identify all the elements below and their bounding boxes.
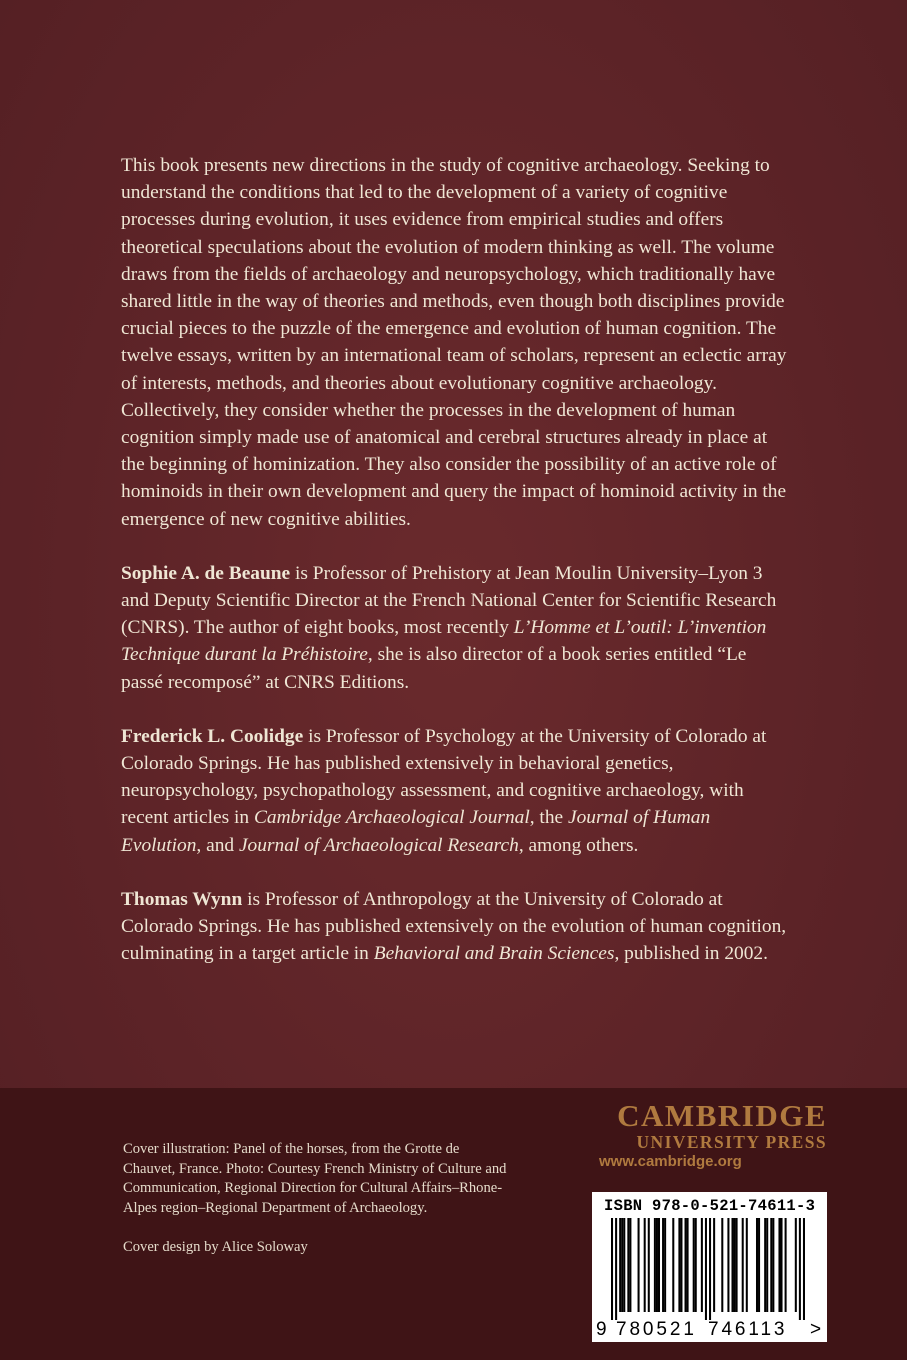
barcode-bar bbox=[695, 1218, 697, 1312]
cover-design-credit: Cover design by Alice Soloway bbox=[123, 1239, 308, 1255]
barcode-bar bbox=[756, 1218, 758, 1312]
barcode-right-digits: 746113 bbox=[708, 1319, 788, 1340]
barcode-bar bbox=[672, 1218, 674, 1312]
barcode-bar bbox=[658, 1218, 660, 1312]
barcode-bar bbox=[766, 1218, 768, 1312]
publisher-url: www.cambridge.org bbox=[599, 1153, 742, 1170]
barcode-bar bbox=[764, 1218, 766, 1312]
barcode-bar bbox=[799, 1218, 801, 1320]
barcode-first-digit: 9 bbox=[596, 1319, 607, 1340]
barcode-bar bbox=[654, 1218, 656, 1312]
barcode-bar bbox=[742, 1218, 744, 1312]
barcode-bar bbox=[731, 1218, 733, 1312]
publisher-logo bbox=[587, 1100, 827, 1172]
book-title: L’Homme et L’outil: L’invention Technique durant la Préhistoire bbox=[121, 617, 767, 666]
journal-title: Journal of Human Evolution bbox=[121, 807, 711, 856]
barcode-bar bbox=[629, 1218, 631, 1312]
barcode-arrow: > bbox=[810, 1319, 822, 1340]
barcode-bar bbox=[621, 1218, 623, 1312]
barcode-bar bbox=[648, 1218, 650, 1312]
barcode-bar bbox=[780, 1218, 782, 1312]
author-name: Frederick L. Coolidge bbox=[121, 725, 304, 747]
cover-credits bbox=[123, 1140, 513, 1258]
barcode-bar bbox=[644, 1218, 646, 1312]
barcode-bar bbox=[778, 1218, 780, 1312]
barcode-bar bbox=[687, 1218, 689, 1312]
barcode-bar bbox=[611, 1218, 613, 1320]
journal-title: Journal of Archaeological Research bbox=[238, 834, 519, 856]
author-bio-wynn: Thomas Wynn is Professor of Anthropology at the University of Colorado at Colorado Springs. He has published extensively on the evolution of human cognition, culminating in a target article in Behavioral and Brain Sciences, published in 2002. bbox=[121, 888, 787, 965]
barcode-bar bbox=[758, 1218, 760, 1312]
cover-footer bbox=[0, 1088, 907, 1360]
barcode-bar bbox=[772, 1218, 774, 1312]
journal-title: Behavioral and Brain Sciences bbox=[373, 943, 615, 965]
author-bio-de-beaune: Sophie A. de Beaune is Professor of Prehistory at Jean Moulin University–Lyon 3 and Deputy Scientific Director at the French National Center for Scientific Research (CNRS). The author of eight books, most recently L’Homme et L’outil: L’invention Technique durant la Préhistoire, she is also director of a book series entitled “Le passé recomposé” at CNRS Editions. bbox=[121, 562, 777, 693]
barcode-bar bbox=[664, 1218, 666, 1312]
barcode-bar bbox=[678, 1218, 680, 1312]
barcode-bar bbox=[734, 1218, 736, 1312]
barcode-bar bbox=[623, 1218, 625, 1312]
barcode-bars bbox=[611, 1218, 805, 1320]
barcode-bar bbox=[701, 1218, 703, 1312]
barcode-digits bbox=[592, 1320, 827, 1340]
barcode-bar bbox=[727, 1218, 729, 1312]
barcode-bar bbox=[713, 1218, 715, 1312]
barcode-bar bbox=[693, 1218, 695, 1312]
journal-title: Cambridge Archaeological Journal bbox=[253, 807, 530, 829]
barcode-bar bbox=[709, 1218, 711, 1320]
barcode-bar bbox=[627, 1218, 629, 1312]
author-name: Thomas Wynn bbox=[121, 888, 243, 910]
barcode-bar bbox=[615, 1218, 617, 1320]
barcode-bar bbox=[685, 1218, 687, 1312]
barcode-bar bbox=[680, 1218, 682, 1312]
barcode-left-digits: 780521 bbox=[616, 1319, 697, 1340]
barcode-bar bbox=[746, 1218, 748, 1312]
barcode-bar bbox=[795, 1218, 797, 1312]
barcode-bar bbox=[662, 1218, 664, 1312]
author-bio-coolidge: Frederick L. Coolidge is Professor of Psychology at the University of Colorado at Colorado Springs. He has published extensively in behavioral genetics, neuropsychology, psychopathology assessment, and cognitive archaeology, with recent articles in Cambridge Archaeological Journal, the Journal of Human Evolution, and Journal of Archaeological Research, among others. bbox=[121, 725, 767, 856]
cover-text bbox=[121, 152, 793, 994]
cover-illustration-credit: Cover illustration: Panel of the horses, from the Grotte de Chauvet, France. Photo: Courtesy French Ministry of Culture and Communication, Regional Direction for Cultural Affairs–Rhone-Alpes region–Regional Department of Archaeology. bbox=[123, 1141, 507, 1216]
barcode-bar bbox=[803, 1218, 805, 1320]
barcode-bar bbox=[785, 1218, 787, 1312]
barcode-bar bbox=[721, 1218, 723, 1312]
author-name: Sophie A. de Beaune bbox=[121, 562, 291, 584]
isbn-label: ISBN 978-0-521-74611-3 bbox=[604, 1197, 816, 1215]
barcode-bar bbox=[736, 1218, 738, 1312]
isbn-barcode bbox=[592, 1192, 827, 1342]
book-description: This book presents new directions in the study of cognitive archaeology. Seeking to understand the conditions that led to the development of a variety of cognitive processes during evolution, it uses evidence from empirical studies and offers theoretical speculations about the evolution of modern thinking as well. The volume draws from the fields of archaeology and neuropsychology, which traditionally have shared little in the way of theories and methods, even though both disciplines provide crucial pieces to the puzzle of the emergence and evolution of human cognition. The twelve essays, written by an international team of scholars, represent an eclectic array of interests, methods, and theories about evolutionary cognitive archaeology. Collectively, they consider whether the processes in the development of human cognition simply made use of anatomical and cerebral structures already in place at the beginning of hominization. They also consider the possibility of an active role of hominoids in their own development and query the impact of hominoid activity in the emergence of new cognitive abilities. bbox=[121, 155, 787, 530]
barcode-bar bbox=[770, 1218, 772, 1312]
barcode-bar bbox=[656, 1218, 658, 1312]
publisher-press: UNIVERSITY PRESS bbox=[636, 1132, 827, 1152]
barcode-bar bbox=[638, 1218, 640, 1312]
barcode-bar bbox=[705, 1218, 707, 1320]
publisher-name: CAMBRIDGE bbox=[617, 1098, 827, 1133]
barcode-bar bbox=[619, 1218, 621, 1312]
barcode-graphic bbox=[611, 1218, 805, 1320]
